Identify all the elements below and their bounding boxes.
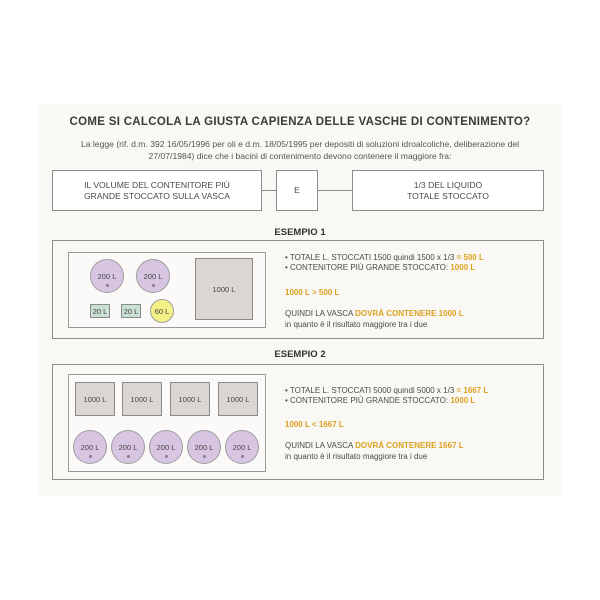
example-2-total-line: • TOTALE L. STOCCATI 5000 quindi 5000 x 1/3 = 1667 L (285, 386, 489, 395)
container-200l-circle: 200 L (90, 259, 124, 293)
one-third-line-1: 1/3 DEL LIQUIDO (413, 179, 483, 190)
example-2-tank (68, 374, 266, 472)
and-label: E (294, 185, 300, 195)
example-2-conclusion: QUINDI LA VASCA DOVRÁ CONTENERE 1667 L (285, 441, 464, 450)
container-1000l-square: 1000 L (218, 382, 258, 416)
example-2-comparison: 1000 L < 1667 L (285, 420, 344, 429)
example-2-reason: in quanto è il risultato maggiore tra i due (285, 452, 428, 461)
container-200l-circle: 200 L (187, 430, 221, 464)
example-1-total-line: • TOTALE L. STOCCATI 1500 quindi 1500 x 1/3 = 500 L (285, 253, 484, 262)
largest-container-line-1: IL VOLUME DEL CONTENITORE PIÙ (84, 179, 230, 190)
and-box (276, 170, 318, 211)
container-1000l-square: 1000 L (75, 382, 115, 416)
container-200l-circle: 200 L (111, 430, 145, 464)
container-1000l-square: 1000 L (195, 258, 253, 320)
connector-line-left (262, 190, 276, 191)
intro-line-1: La legge (rif. d.m. 392 16/05/1996 per oli e d.m. 18/05/1995 per depositi di soluzioni idroalcoliche, deliberazione del (80, 139, 520, 149)
one-third-line-2: TOTALE STOCCATO (407, 190, 489, 201)
largest-container-box (52, 170, 262, 211)
one-third-box (352, 170, 544, 211)
container-200l-circle: 200 L (73, 430, 107, 464)
connector-line-right (318, 190, 352, 191)
container-20l-box: 20 L (121, 304, 141, 318)
example-1-comparison: 1000 L > 500 L (285, 288, 340, 297)
container-1000l-square: 1000 L (170, 382, 210, 416)
example-1-conclusion: QUINDI LA VASCA DOVRÁ CONTENERE 1000 L (285, 309, 464, 318)
page-title: COME SI CALCOLA LA GIUSTA CAPIENZA DELLE VASCHE DI CONTENIMENTO? (69, 116, 531, 128)
largest-container-line-2: GRANDE STOCCATO SULLA VASCA (84, 190, 230, 201)
example-2-title: ESEMPIO 2 (274, 349, 326, 360)
container-60l-circle: 60 L (150, 299, 174, 323)
intro-text (48, 138, 552, 162)
example-1-title: ESEMPIO 1 (274, 227, 326, 238)
container-200l-circle: 200 L (136, 259, 170, 293)
example-1-reason: in quanto è il risultato maggiore tra i due (285, 320, 428, 329)
example-1-largest-line: • CONTENITORE PIÙ GRANDE STOCCATO: 1000 L (285, 263, 476, 272)
container-200l-circle: 200 L (225, 430, 259, 464)
intro-line-2: 27/07/1984) dice che i bacini di contenimento devono contenere il maggiore fra: (148, 151, 452, 161)
container-1000l-square: 1000 L (122, 382, 162, 416)
infographic-card (38, 104, 562, 496)
example-2-largest-line: • CONTENITORE PIÙ GRANDE STOCCATO: 1000 L (285, 396, 476, 405)
container-200l-circle: 200 L (149, 430, 183, 464)
container-20l-box: 20 L (90, 304, 110, 318)
example-1-tank (68, 252, 266, 328)
